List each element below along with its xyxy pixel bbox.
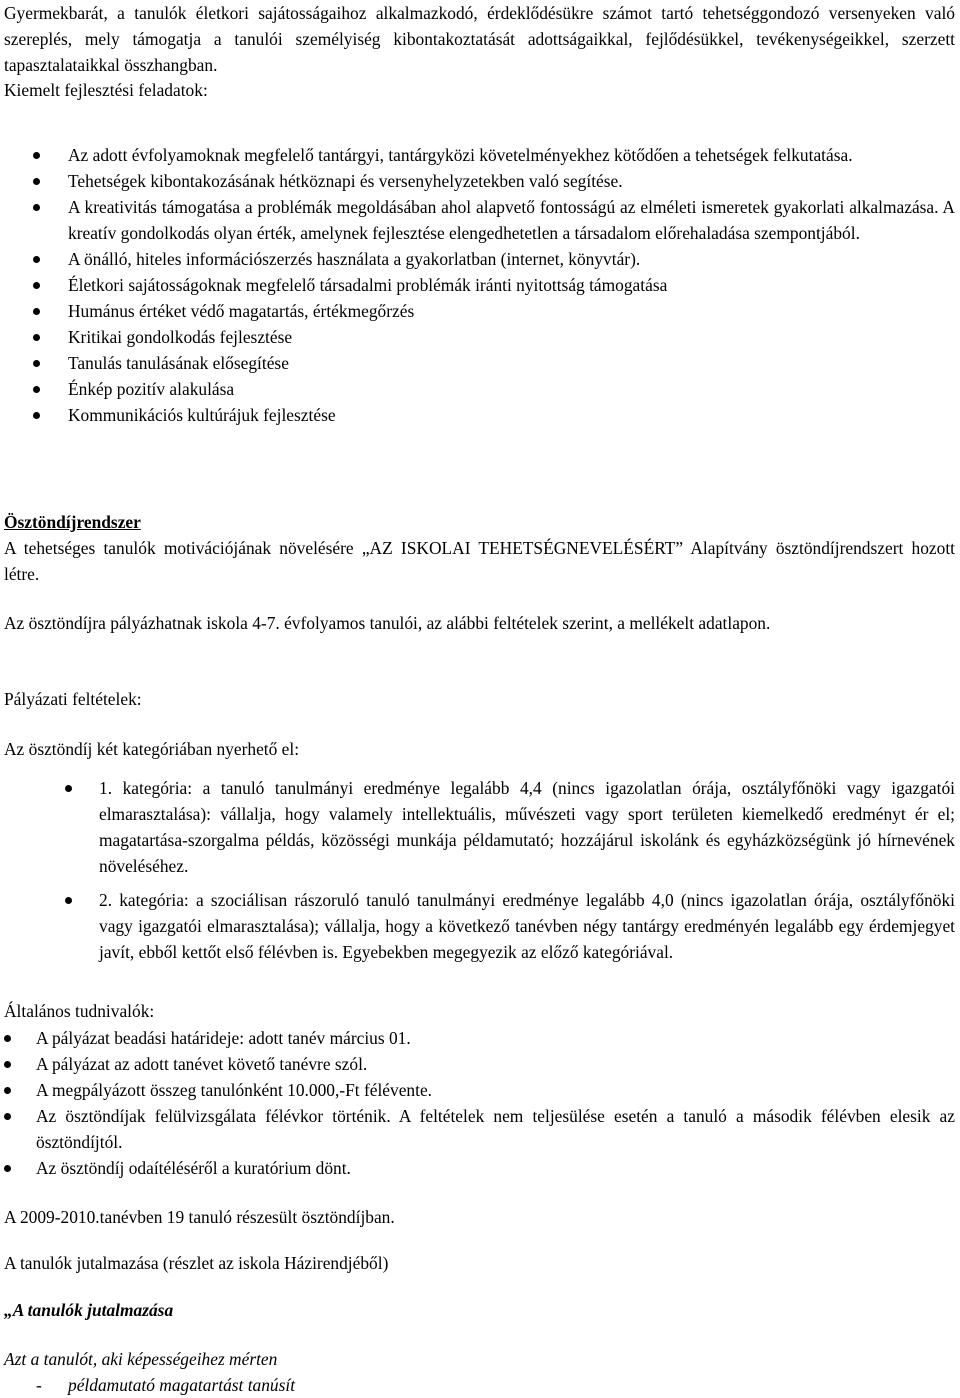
list-item: Az ösztöndíjak felülvizsgálata félévkor történik. A feltételek nem teljesülése esetén a tanuló a második félévben elesik az ösztöndíjtól. [4, 1103, 955, 1155]
osztondij-paragraph-2: Az ösztöndíjra pályázhatnak iskola 4-7. évfolyamos tanulói, az alábbi feltételek szerint, a mellékelt adatlapon. [4, 613, 771, 633]
list-item: 2. kategória: a szociálisan rászoruló tanuló tanulmányi eredménye legalább 4,0 (nincs igazolatlan órája, osztályfőnöki vagy igazgatói elmarasztalása); vállalja, hogy a következő tanévben négy tantárgy eredményén legalább egy érdemjegyet javít, ebből kettőt első félévben is. Egyebekben megegyezik az előző kategóriával. [4, 887, 955, 965]
list-item: Az ösztöndíj odaítéléséről a kuratórium dönt. [4, 1155, 955, 1181]
categories-list-2 [4, 887, 955, 965]
list-item: Tanulás tanulásának elősegítése [4, 350, 955, 376]
general-heading: Általános tudnivalók: [4, 1001, 155, 1021]
list-item: A kreativitás támogatása a problémák megoldásában ahol alapvető fontosságú az elméleti ismeretek gyakorlati alkalmazása. A kreatív gondolkodás olyan érték, amelynek fejlesztése elengedhetetlen a társadalom előrehaladása szempontjából. [4, 194, 955, 246]
conditions-heading: Pályázati feltételek: [4, 689, 142, 709]
jutalmazas-subline: Azt a tanulót, aki képességeihez mérten [4, 1349, 278, 1369]
list-item: A pályázat beadási határideje: adott tanév március 01. [4, 1025, 955, 1051]
list-item: Humánus értéket védő magatartás, értékmegőrzés [4, 298, 955, 324]
list-item: Az adott évfolyamoknak megfelelő tantárgyi, tantárgyközi követelményekhez kötődően a tehetségek felkutatása. [4, 142, 955, 168]
general-list [4, 1025, 955, 1181]
list-item: 1. kategória: a tanuló tanulmányi eredménye legalább 4,4 (nincs igazolatlan órája, osztályfőnöki vagy igazgatói elmarasztalása): vállalja, hogy valamely intellektuális, művészeti vagy sport területen kiemelkedő eredményt ér el; magatartása-szorgalma példás, közösségi munkája példamutató; hozzájárul iskolánk és egyházközségünk jó hírnevének növeléséhez. [4, 775, 955, 879]
jutalmazas-heading: „A tanulók jutalmazása [4, 1300, 174, 1320]
jutalmazas-item: példamutató magatartást tanúsít [68, 1375, 296, 1395]
list-item: A megpályázott összeg tanulónként 10.000,-Ft félévente. [4, 1077, 955, 1103]
result-paragraph: A 2009-2010.tanévben 19 tanuló részesült ösztöndíjban. [4, 1207, 395, 1227]
list-item: Kommunikációs kultúrájuk fejlesztése [4, 402, 955, 428]
kiemelt-list [4, 142, 955, 428]
dash-marker: - [36, 1375, 42, 1395]
list-item: Tehetségek kibontakozásának hétköznapi és versenyhelyzetekben való segítése. [4, 168, 955, 194]
list-item: Énkép pozitív alakulása [4, 376, 955, 402]
list-item: Életkori sajátosságoknak megfelelő társadalmi problémák iránti nyitottság támogatása [4, 272, 955, 298]
kiemelt-heading: Kiemelt fejlesztési feladatok: [4, 80, 208, 100]
categories-intro: Az ösztöndíj két kategóriában nyerhető el: [4, 739, 300, 759]
list-item: A pályázat az adott tanévet követő tanévre szól. [4, 1051, 955, 1077]
osztondij-heading: Ösztöndíjrendszer [4, 512, 141, 532]
intro-paragraph: Gyermekbarát, a tanulók életkori sajátosságaihoz alkalmazkodó, érdeklődésükre számot tartó tehetséggondozó versenyeken való szereplés, mely támogatja a tanulói személyiség kibontakoztatását adottságaikkal, fejlődésükkel, tevékenységeikkel, szerzett tapasztalataikkal összhangban. [4, 3, 955, 75]
osztondij-paragraph-1: A tehetséges tanulók motivációjának növelésére „AZ ISKOLAI TEHETSÉGNEVELÉSÉRT” Alapítvány ösztöndíjrendszert hozott létre. [4, 538, 955, 584]
list-item: A önálló, hiteles információszerzés használata a gyakorlatban (internet, könyvtár). [4, 246, 955, 272]
jutalmazas-intro: A tanulók jutalmazása (részlet az iskola Házirendjéből) [4, 1253, 389, 1273]
categories-list [4, 775, 955, 879]
list-item: Kritikai gondolkodás fejlesztése [4, 324, 955, 350]
